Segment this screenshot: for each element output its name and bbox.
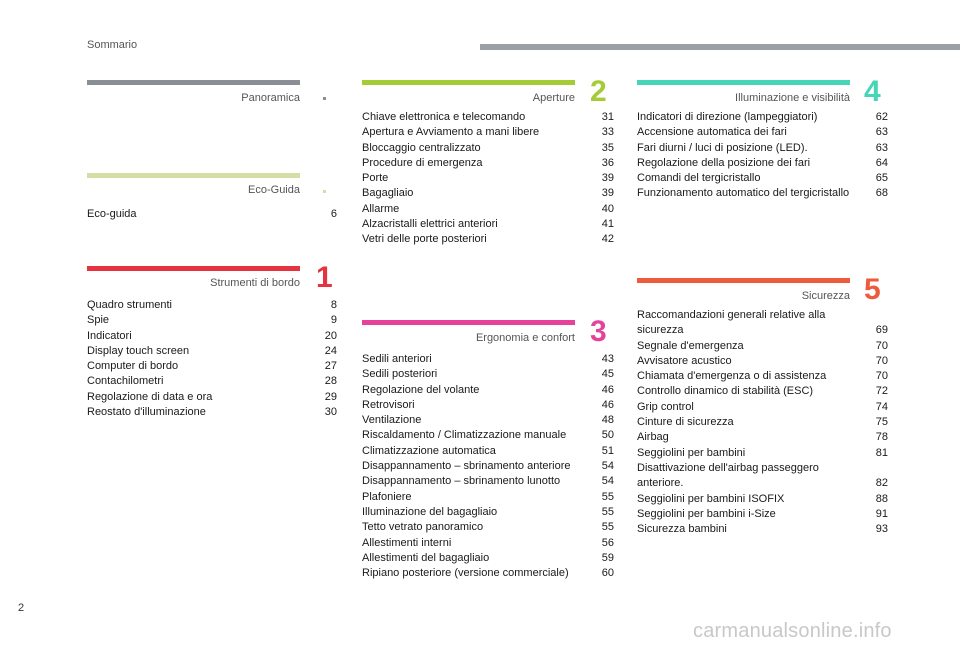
toc-entry-label: Spie [87, 314, 110, 327]
toc-entry[interactable] [637, 125, 888, 140]
toc-entry[interactable] [87, 390, 337, 405]
toc-entry-page: 91 [875, 507, 888, 520]
section-marker-panoramica [323, 97, 326, 100]
toc-entry-label: Regolazione del volante [362, 383, 480, 396]
toc-entry-label: Indicatori di direzione (lampeggiatori) [637, 111, 818, 123]
toc-entry[interactable] [362, 141, 614, 156]
section-bar-ergonomia [362, 320, 575, 325]
toc-entry[interactable] [637, 171, 888, 186]
toc-entry-label: Display touch screen [87, 344, 190, 357]
toc-entry[interactable] [87, 405, 337, 420]
section-bar-strumenti [87, 266, 300, 271]
toc-entry-page: 55 [601, 505, 614, 518]
toc-entry-page: 40 [601, 202, 614, 215]
toc-entry-label: Grip control [637, 400, 694, 413]
toc-entry-page: 54 [601, 475, 614, 488]
section-strumenti [87, 266, 337, 426]
toc-entry-label: Ventilazione [362, 414, 422, 427]
toc-entry-page: 55 [601, 521, 614, 534]
section-title-illuminazione: Illuminazione e visibilità [735, 92, 850, 104]
toc-entry-page: 72 [875, 385, 888, 398]
toc-entry-page: 8 [330, 299, 337, 311]
section-illuminazione [637, 80, 888, 205]
toc-entry-label: Avvisatore acustico [637, 354, 732, 367]
toc-entry-label: Comandi del tergicristallo [637, 172, 761, 185]
toc-entry-label: Disappannamento – sbrinamento anteriore [362, 460, 571, 473]
toc-entry[interactable] [362, 202, 614, 217]
page-number: 2 [18, 602, 25, 614]
section-title-sicurezza: Sicurezza [801, 290, 850, 302]
toc-entry-label: Procedure di emergenza [362, 156, 483, 169]
section-bar-illuminazione [637, 80, 850, 85]
toc-entry-label: Disattivazione dell'airbag passeggero anteriore. [637, 461, 819, 490]
toc-entry[interactable] [637, 156, 888, 171]
toc-entry[interactable] [87, 359, 337, 374]
toc-entry[interactable] [637, 110, 888, 125]
toc-entry-label: Accensione automatica dei fari [637, 126, 787, 139]
toc-entry[interactable] [637, 415, 888, 430]
toc-list-illuminazione [637, 110, 888, 202]
toc-entry-label: Vetri delle porte posteriori [362, 233, 487, 246]
header-bar [480, 44, 960, 50]
section-bar-aperture [362, 80, 575, 85]
toc-entry[interactable] [637, 354, 888, 369]
toc-entry-label: Illuminazione del bagagliaio [362, 505, 498, 518]
toc-entry[interactable] [362, 383, 614, 398]
section-panoramica [87, 80, 300, 110]
toc-entry[interactable] [87, 374, 337, 389]
toc-entry-page: 78 [875, 431, 888, 444]
toc-entry-label: Quadro strumenti [87, 299, 172, 311]
toc-entry[interactable] [362, 551, 614, 566]
toc-entry-page: 63 [875, 141, 888, 154]
toc-entry-label: Sedili anteriori [362, 353, 432, 365]
toc-entry[interactable] [637, 186, 888, 201]
toc-entry[interactable] [87, 329, 337, 344]
toc-entry-page: 60 [601, 567, 614, 580]
toc-entry-label: Retrovisori [362, 398, 415, 411]
toc-entry-page: 39 [601, 187, 614, 200]
toc-entry[interactable] [362, 444, 614, 459]
toc-entry-page: 63 [875, 126, 888, 139]
toc-entry[interactable] [637, 308, 888, 339]
toc-entry-label: Bloccaggio centralizzato [362, 141, 481, 154]
toc-entry[interactable] [362, 125, 614, 140]
toc-entry-label: Fari diurni / luci di posizione (LED). [637, 141, 808, 154]
toc-entry-page: 59 [601, 551, 614, 564]
toc-entry[interactable] [362, 352, 614, 367]
toc-entry-page: 70 [875, 339, 888, 352]
toc-entry-label: Regolazione della posizione dei fari [637, 156, 811, 169]
toc-entry[interactable] [637, 461, 888, 492]
toc-entry-label: Raccomandazioni generali relative alla sicurezza [637, 309, 826, 337]
section-title-panoramica: Panoramica [241, 92, 300, 104]
toc-entry[interactable] [362, 459, 614, 474]
toc-entry-page: 36 [601, 156, 614, 169]
toc-entry-label: Porte [362, 172, 389, 185]
toc-entry-label: Alzacristalli elettrici anteriori [362, 218, 498, 231]
toc-entry[interactable] [637, 507, 888, 522]
section-number-sicurezza: 5 [864, 273, 881, 306]
toc-entry-page: 88 [875, 492, 888, 505]
toc-entry-label: Airbag [637, 431, 669, 444]
toc-list-eco [87, 207, 337, 222]
toc-entry-label: Riscaldamento / Climatizzazione manuale [362, 429, 567, 442]
toc-entry-label: Eco-guida [87, 208, 137, 220]
toc-entry-page: 39 [601, 172, 614, 185]
toc-entry-page: 69 [875, 324, 888, 337]
toc-entry-label: Cinture di sicurezza [637, 416, 734, 429]
toc-entry[interactable] [362, 474, 614, 489]
toc-entry[interactable] [637, 369, 888, 384]
toc-entry[interactable] [362, 217, 614, 232]
toc-entry-label: Allestimenti interni [362, 536, 452, 549]
toc-entry-page: 82 [875, 477, 888, 490]
toc-entry-page: 48 [601, 414, 614, 427]
toc-entry[interactable] [362, 110, 614, 125]
section-bar-eco [87, 173, 300, 178]
toc-entry-label: Allarme [362, 202, 400, 215]
toc-entry-page: 20 [324, 329, 337, 342]
section-number-illuminazione: 4 [864, 75, 881, 108]
toc-entry[interactable] [87, 207, 337, 222]
toc-entry-label: Sicurezza bambini [637, 523, 727, 536]
toc-entry-page: 29 [324, 390, 337, 403]
toc-entry[interactable] [362, 413, 614, 428]
section-title-ergonomia: Ergonomia e confort [475, 332, 575, 344]
toc-entry-label: Climatizzazione automatica [362, 444, 496, 457]
toc-entry-page: 75 [875, 416, 888, 429]
toc-entry-page: 62 [875, 111, 888, 123]
toc-entry-page: 30 [324, 406, 337, 419]
toc-entry[interactable] [362, 156, 614, 171]
section-eco [87, 173, 337, 233]
toc-entry[interactable] [362, 398, 614, 413]
toc-entry-label: Computer di bordo [87, 360, 179, 373]
section-number-ergonomia: 3 [590, 315, 607, 348]
toc-entry-label: Sedili posteriori [362, 368, 438, 381]
toc-entry-page: 70 [875, 354, 888, 367]
toc-entry-page: 51 [601, 444, 614, 457]
toc-entry-page: 24 [324, 344, 337, 357]
toc-entry[interactable] [362, 171, 614, 186]
toc-entry-label: Plafoniere [362, 490, 412, 503]
toc-entry-label: Chiamata d'emergenza o di assistenza [637, 370, 827, 383]
toc-entry-page: 68 [875, 187, 888, 200]
section-sicurezza [637, 278, 888, 538]
toc-entry[interactable] [362, 566, 614, 581]
toc-entry-page: 64 [875, 156, 888, 169]
toc-entry-label: Ripiano posteriore (versione commerciale) [362, 567, 569, 580]
toc-entry[interactable] [637, 492, 888, 507]
toc-entry-page: 50 [601, 429, 614, 442]
toc-entry[interactable] [362, 367, 614, 382]
toc-entry[interactable] [637, 522, 888, 537]
section-aperture [362, 80, 614, 250]
toc-entry-page: 81 [875, 446, 888, 459]
section-marker-eco [323, 190, 326, 193]
toc-entry[interactable] [362, 536, 614, 551]
toc-entry-label: Funzionamento automatico del tergicristallo [637, 187, 850, 200]
toc-entry[interactable] [87, 298, 337, 313]
toc-entry-page: 33 [601, 126, 614, 139]
section-number-strumenti: 1 [316, 261, 333, 294]
toc-entry[interactable] [362, 428, 614, 443]
toc-list-strumenti [87, 298, 337, 420]
toc-entry-label: Chiave elettronica e telecomando [362, 111, 526, 123]
section-number-aperture: 2 [590, 75, 607, 108]
toc-entry-page: 74 [875, 400, 888, 413]
toc-entry[interactable] [637, 384, 888, 399]
toc-entry-label: Segnale d'emergenza [637, 339, 744, 352]
toc-entry-label: Seggiolini per bambini i-Size [637, 507, 776, 520]
toc-entry-page: 6 [330, 208, 337, 220]
toc-entry-page: 46 [601, 398, 614, 411]
toc-entry-page: 43 [601, 353, 614, 365]
toc-entry-page: 56 [601, 536, 614, 549]
toc-entry-label: Apertura e Avviamento a mani libere [362, 126, 540, 139]
section-bar-sicurezza [637, 278, 850, 283]
toc-entry[interactable] [637, 400, 888, 415]
toc-entry[interactable] [637, 141, 888, 156]
toc-entry-label: Allestimenti del bagagliaio [362, 551, 490, 564]
toc-entry[interactable] [362, 520, 614, 535]
toc-entry[interactable] [362, 186, 614, 201]
toc-entry[interactable] [362, 232, 614, 247]
toc-entry-page: 70 [875, 370, 888, 383]
toc-entry-label: Contachilometri [87, 375, 164, 388]
toc-entry-page: 31 [601, 111, 614, 123]
section-bar-panoramica [87, 80, 300, 85]
toc-entry-page: 28 [324, 375, 337, 388]
section-ergonomia [362, 320, 614, 580]
toc-entry[interactable] [637, 339, 888, 354]
toc-entry-page: 65 [875, 172, 888, 185]
toc-entry-label: Tetto vetrato panoramico [362, 521, 484, 534]
toc-entry-label: Controllo dinamico di stabilità (ESC) [637, 385, 814, 398]
toc-entry-page: 54 [601, 460, 614, 473]
toc-entry-label: Seggiolini per bambini ISOFIX [637, 492, 785, 505]
watermark: carmanualsonline.info [693, 620, 892, 642]
toc-entry-label: Reostato d'illuminazione [87, 406, 206, 419]
toc-entry-page: 35 [601, 141, 614, 154]
toc-entry-label: Regolazione di data e ora [87, 390, 213, 403]
toc-entry-label: Indicatori [87, 329, 132, 342]
section-title-aperture: Aperture [532, 92, 575, 104]
page-header-title: Sommario [87, 39, 138, 51]
toc-entry[interactable] [362, 490, 614, 505]
toc-list-ergonomia [362, 352, 614, 581]
toc-entry[interactable] [637, 430, 888, 445]
toc-entry-page: 9 [330, 314, 337, 327]
section-title-eco: Eco-Guida [248, 184, 300, 196]
toc-entry-page: 42 [601, 233, 614, 246]
section-title-strumenti: Strumenti di bordo [210, 277, 300, 289]
toc-entry-page: 46 [601, 383, 614, 396]
toc-entry[interactable] [87, 313, 337, 328]
toc-entry[interactable] [637, 446, 888, 461]
toc-entry-page: 41 [601, 218, 614, 231]
toc-entry-label: Seggiolini per bambini [637, 446, 746, 459]
toc-entry-page: 45 [601, 368, 614, 381]
toc-entry-page: 27 [324, 360, 337, 373]
toc-list-sicurezza [637, 308, 888, 537]
toc-list-aperture [362, 110, 614, 248]
toc-entry-page: 93 [875, 523, 888, 536]
toc-entry[interactable] [87, 344, 337, 359]
toc-entry-label: Disappannamento – sbrinamento lunotto [362, 475, 561, 488]
toc-entry[interactable] [362, 505, 614, 520]
toc-entry-page: 55 [601, 490, 614, 503]
toc-entry-label: Bagagliaio [362, 187, 414, 200]
